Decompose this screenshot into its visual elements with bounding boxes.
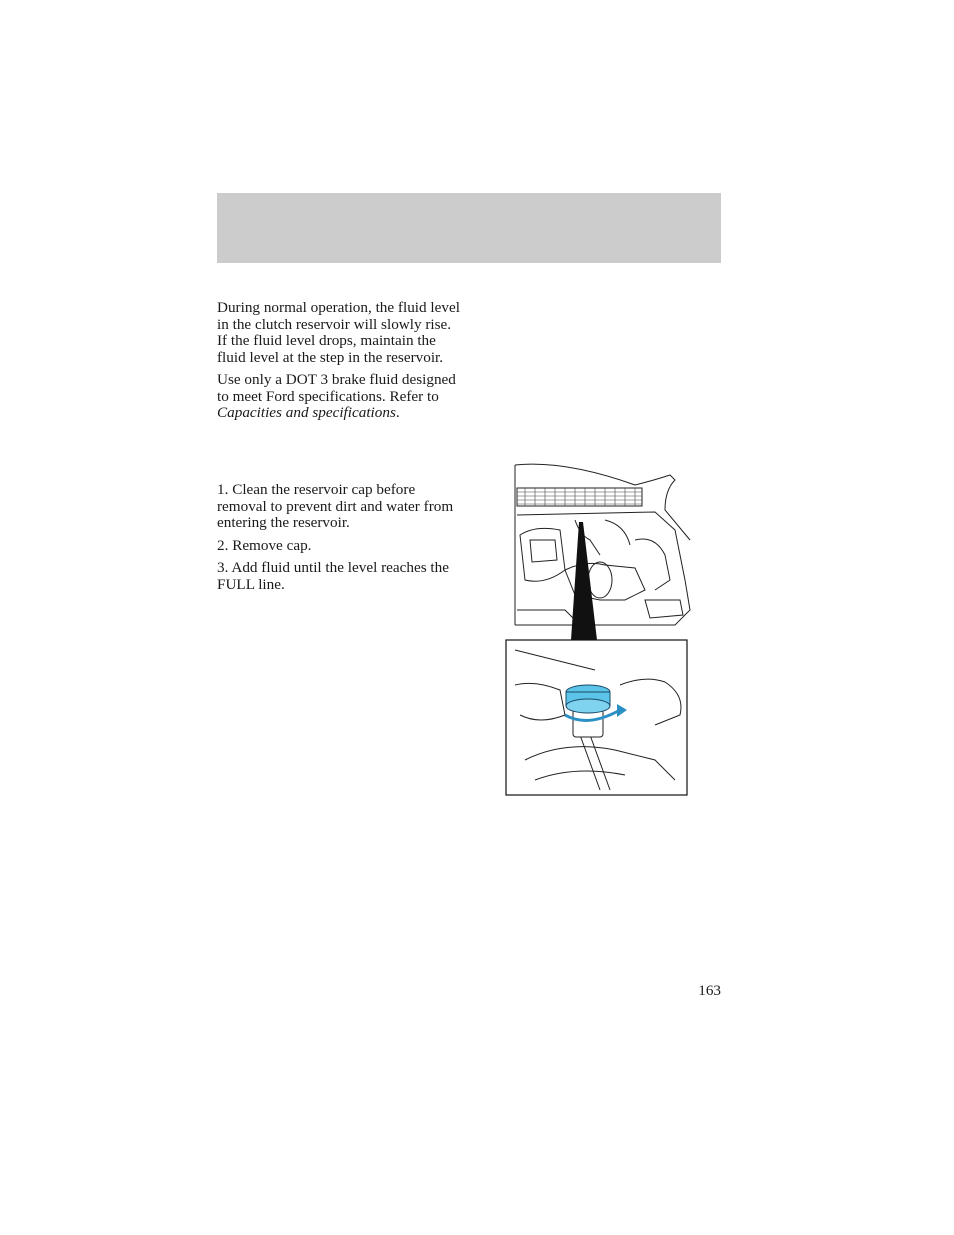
capacities-reference: Capacities and specifications bbox=[217, 404, 396, 421]
paragraph-dot3 bbox=[217, 372, 462, 422]
step-item: 1. Clean the reservoir cap before removal to prevent dirt and water from entering the reservoir. bbox=[217, 481, 454, 531]
section-header-band bbox=[217, 193, 721, 263]
intro-text bbox=[217, 300, 462, 428]
paragraph-dot3-end: . bbox=[395, 404, 400, 421]
paragraph-dot3-text: Use only a DOT 3 brake fluid designed to meet Ford specifications. Refer to bbox=[217, 371, 456, 405]
step-item: 3. Add fluid until the level reaches the FULL line. bbox=[217, 559, 449, 593]
steps-list bbox=[217, 482, 462, 599]
engine-bay bbox=[515, 464, 690, 625]
clutch-reservoir-illustration bbox=[505, 460, 705, 800]
paragraph-fluid-level: During normal operation, the fluid level in the clutch reservoir will slowly rise. If the fluid level drops, maintain the fluid level at the step in the reservoir. bbox=[217, 299, 460, 366]
page-number: 163 bbox=[698, 982, 721, 999]
engine-compartment-drawing bbox=[505, 460, 705, 800]
step-item: 2. Remove cap. bbox=[217, 536, 312, 554]
callout-pointer bbox=[571, 522, 597, 640]
